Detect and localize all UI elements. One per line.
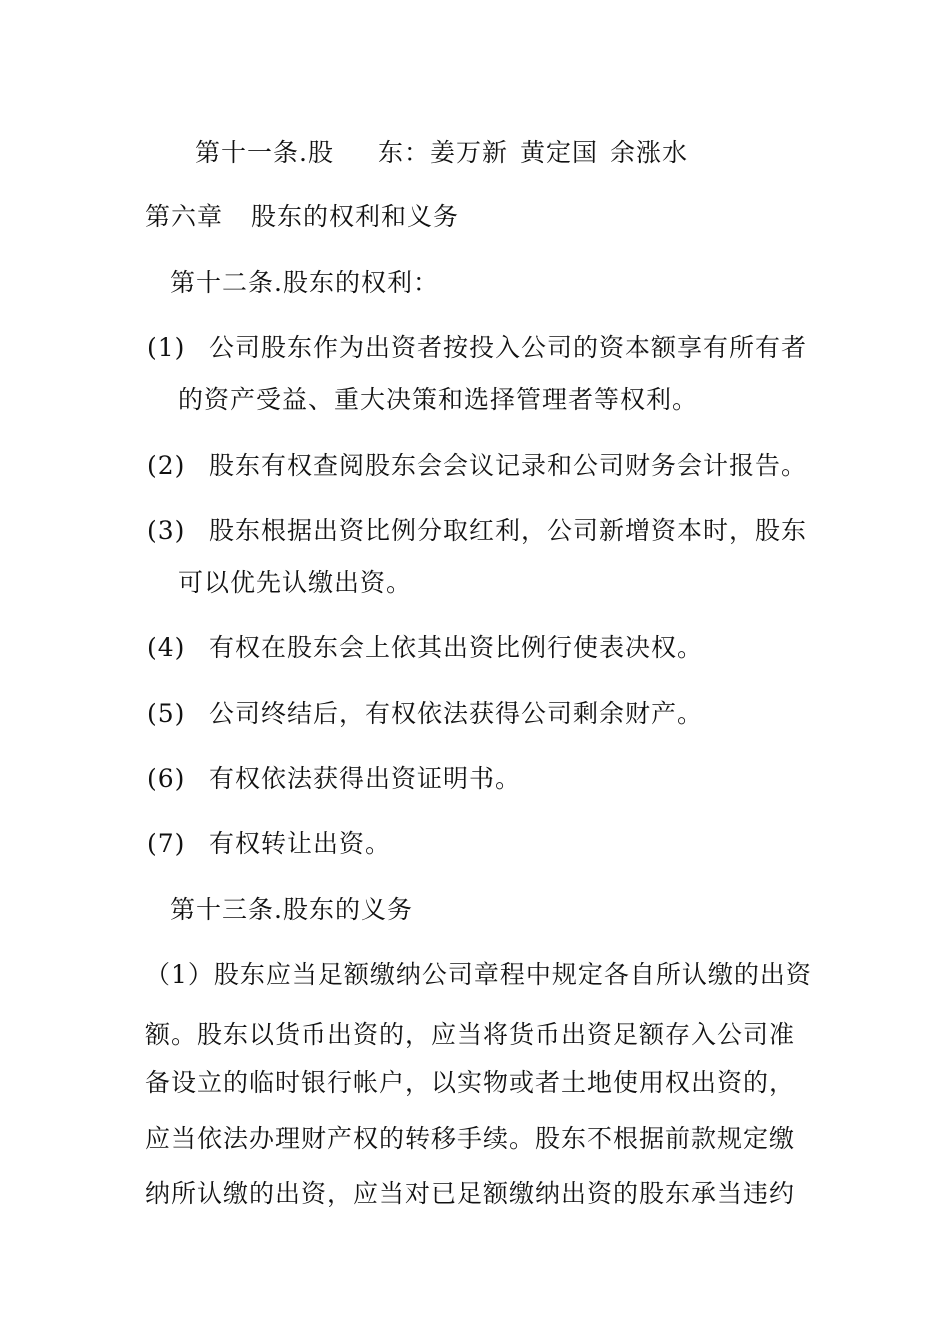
item-text: 有权在股东会上依其出资比例行使表决权。 [209, 633, 704, 662]
article-12-title: 第十二条.股东的权利： [170, 268, 439, 297]
duty-paragraph-line: 应当依法办理财产权的转移手续。股东不根据前款规定缴 [145, 1124, 796, 1153]
right-item-3-continued: 可以优先认缴出资。 [178, 568, 413, 597]
article-11-label-b: 东： [377, 138, 430, 167]
item-number: (4) [147, 633, 186, 662]
shareholder-name-2: 黄定国 [519, 138, 598, 167]
article-13-title: 第十三条.股东的义务 [170, 895, 413, 924]
right-item-3 [147, 514, 807, 548]
item-number: (3) [147, 516, 186, 545]
item-number: (1) [147, 333, 186, 362]
duty-paragraph-line: 备设立的临时银行帐户，以实物或者土地使用权出资的， [145, 1068, 796, 1097]
chapter-6-heading [145, 200, 459, 234]
duty-paragraph-line: 纳所认缴的出资，应当对已足额缴纳出资的股东承当违约 [145, 1179, 796, 1208]
right-item-1-continued: 的资产受益、重大决策和选择管理者等权利。 [178, 385, 699, 414]
right-item-4 [147, 631, 703, 665]
article-11-label: 第十一条.股 [195, 138, 334, 167]
item-text: 有权依法获得出资证明书。 [209, 764, 522, 793]
right-item-6 [147, 762, 521, 796]
item-text: 有权转让出资。 [209, 829, 392, 858]
right-item-7 [147, 827, 391, 861]
item-text: 股东有权查阅股东会会议记录和公司财务会计报告。 [209, 451, 808, 480]
right-item-1 [147, 331, 807, 365]
item-number: (7) [147, 829, 186, 858]
shareholder-name-1: 姜万新 [429, 138, 508, 167]
chapter-title: 股东的权利和义务 [251, 202, 460, 231]
right-item-2 [147, 449, 807, 483]
item-text: 公司终结后，有权依法获得公司剩余财产。 [209, 699, 704, 728]
right-item-5 [147, 697, 703, 731]
item-text: 股东根据出资比例分取红利，公司新增资本时，股东 [209, 516, 808, 545]
article-11-shareholders [195, 136, 688, 170]
chapter-number: 第六章 [145, 202, 224, 231]
item-number: (2) [147, 451, 186, 480]
item-text: 公司股东作为出资者按投入公司的资本额享有所有者 [209, 333, 808, 362]
item-number: (6) [147, 764, 186, 793]
item-number: (5) [147, 699, 186, 728]
shareholder-name-3: 余涨水 [610, 138, 689, 167]
duty-paragraph-line: （1）股东应当足额缴纳公司章程中规定各自所认缴的出资 [145, 960, 812, 989]
duty-paragraph-line: 额。股东以货币出资的，应当将货币出资足额存入公司准 [145, 1020, 796, 1049]
